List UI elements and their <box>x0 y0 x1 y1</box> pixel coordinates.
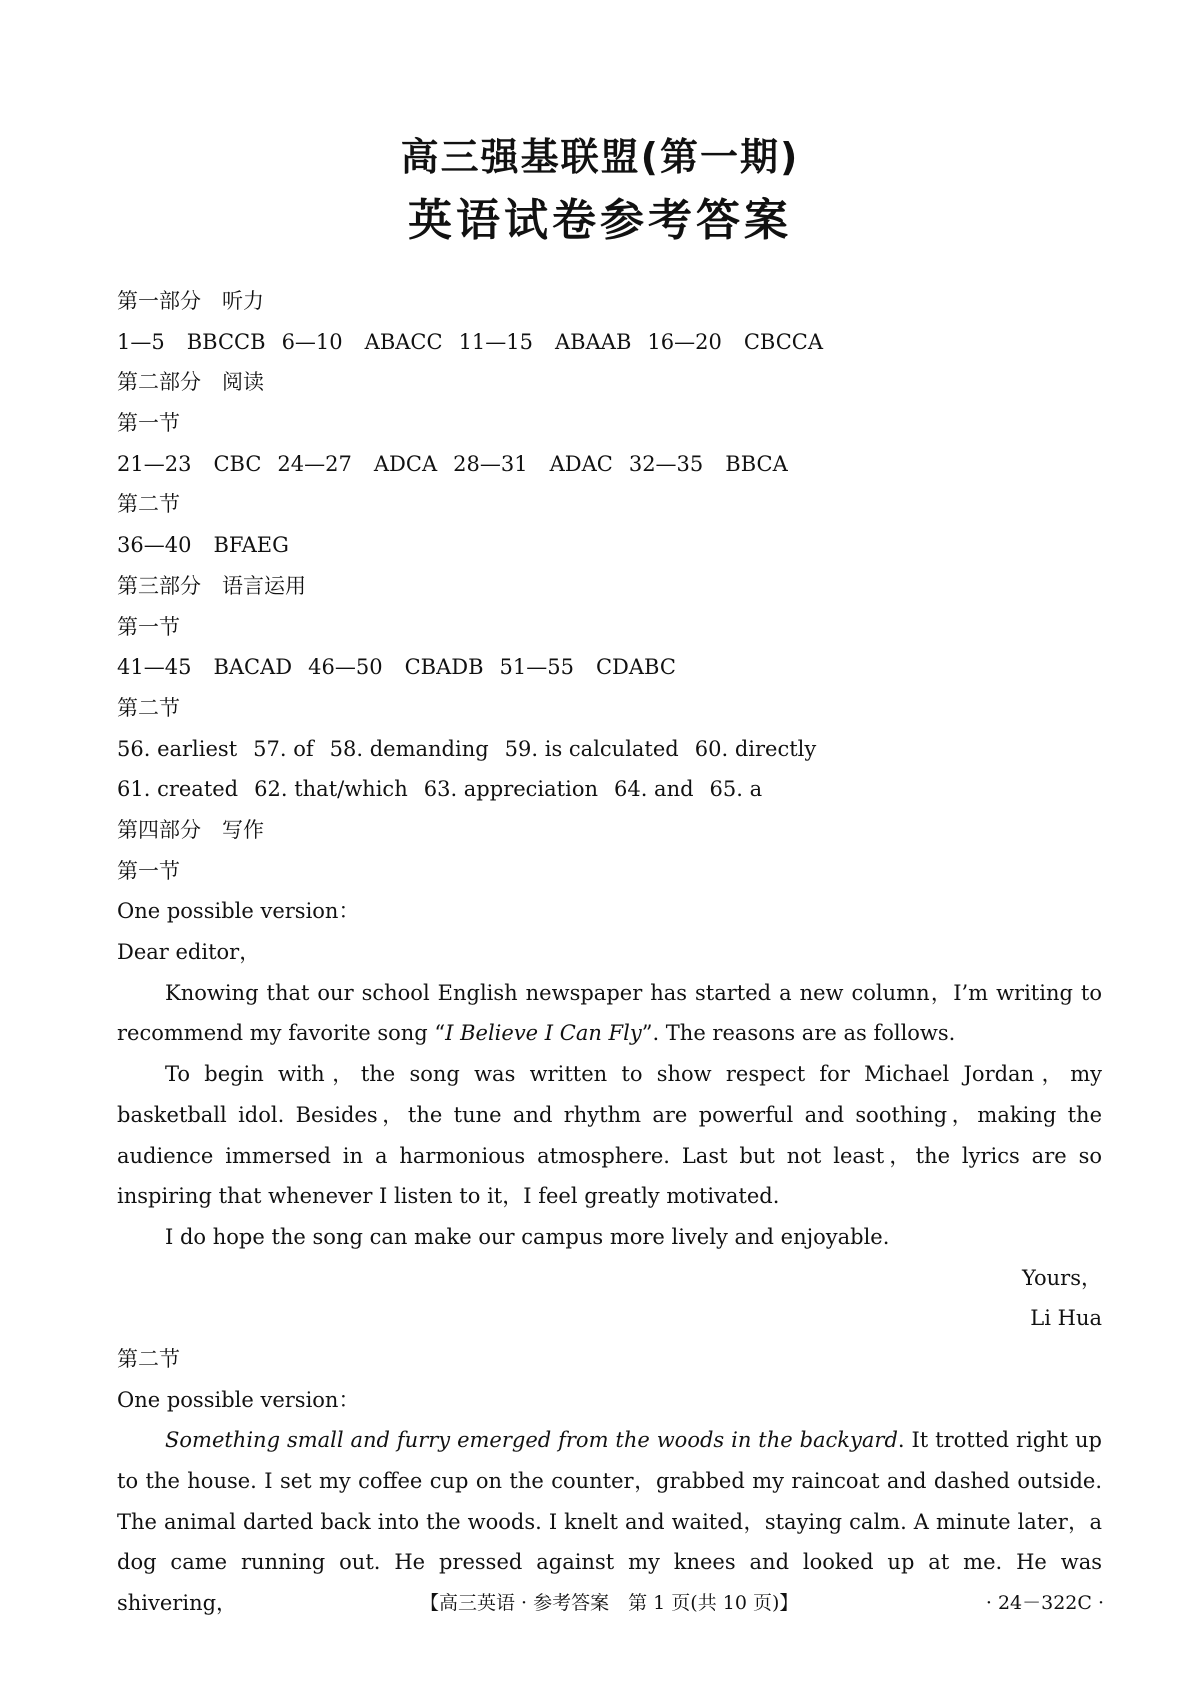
part3-heading: 第三部分 语言运用 <box>117 573 306 598</box>
letter-text: ”. The reasons are as follows. <box>641 1021 956 1046</box>
answer-key: BACAD <box>213 655 293 680</box>
part2-section1-answers <box>117 444 1102 485</box>
answer-key: BBCA <box>725 451 788 476</box>
answer-key: ABACC <box>364 329 443 354</box>
answer-key: CDABC <box>595 655 676 680</box>
part3-section2-row2 <box>117 769 1102 810</box>
part2-heading: 第二部分 阅读 <box>117 370 264 395</box>
answer-key: CBC <box>213 451 262 476</box>
answer-range: 21—23 <box>117 451 192 476</box>
story-opening: Something small and furry emerged from the woods in the backyard <box>165 1428 898 1453</box>
part3-section2-heading: 第二节 <box>117 695 180 720</box>
letter-salutation: Dear editor， <box>117 940 261 964</box>
answer-key: BFAEG <box>213 533 289 558</box>
answer-key: ABAAB <box>555 329 632 354</box>
page-subtitle: 英语试卷参考答案 <box>408 195 792 246</box>
answer-key: CBCCA <box>743 329 824 354</box>
sample-intro: One possible version： <box>117 899 360 924</box>
footer-page-info: 【高三英语 · 参考答案 第 1 页(共 10 页)】 <box>420 1592 799 1614</box>
letter-paragraph-2: To begin with，the song was written to show respect for Michael Jordan，my basketball idol. Besides，the tune and rhythm are powerful and soothing，making the audience immersed in a harmonious atmosphere. Last but not least，the lyrics are so inspiring that whenever I listen to it，I feel greatly motivated. <box>117 1062 1102 1209</box>
answer-range: 16—20 <box>647 329 722 354</box>
song-title: I Believe I Can Fly <box>445 1021 642 1046</box>
answer-range: 11—15 <box>458 329 534 354</box>
part1-answers <box>117 322 1102 363</box>
fill-answer: 62. that/which <box>254 777 408 802</box>
part2-section2-answers <box>117 525 1102 566</box>
answer-range: 24—27 <box>277 451 352 476</box>
footer-code: · 24－322C · <box>985 1592 1104 1614</box>
fill-answer: 57. of <box>253 736 314 761</box>
part2-section2-heading: 第二节 <box>117 492 180 517</box>
answer-range: 36—40 <box>117 533 192 558</box>
answer-key: CBADB <box>404 655 484 680</box>
story-text: . It trotted right up to the house. I set my coffee cup on the counter，grabbed my raincoat and dashed outside. The animal darted back into the woods. I knelt and waited，staying calm. A minute later，a dog came running out. He pressed against my knees and looked up at me. He was shivering， <box>117 1428 1102 1616</box>
answer-range: 28—31 <box>453 451 528 476</box>
part4-section2-heading: 第二节 <box>117 1346 180 1371</box>
part4-section1-heading: 第一节 <box>117 858 180 883</box>
fill-answer: 59. is calculated <box>504 736 679 761</box>
part3-section2-row1 <box>117 729 1102 770</box>
answer-range: 6—10 <box>281 329 343 354</box>
part2-section1-heading: 第一节 <box>117 411 180 436</box>
part4-heading: 第四部分 写作 <box>117 817 264 842</box>
fill-answer: 56. earliest <box>117 736 238 761</box>
fill-answer: 65. a <box>709 777 763 802</box>
answer-range: 46—50 <box>308 655 383 680</box>
answer-range: 32—35 <box>628 451 704 476</box>
page-title: 高三强基联盟(第一期) <box>400 135 800 179</box>
fill-answer: 61. created <box>117 777 239 802</box>
document-body <box>117 281 1102 1624</box>
fill-answer: 58. demanding <box>329 736 489 761</box>
fill-answer: 64. and <box>613 777 694 802</box>
letter-text: Knowing that our school English newspaper has started a new column，I’m writing to recommend my favorite song “ <box>117 980 1102 1046</box>
fill-answer: 60. directly <box>694 736 817 761</box>
letter-paragraph-3: I do hope the song can make our campus more lively and enjoyable. <box>165 1224 890 1249</box>
answer-key: BBCCB <box>186 329 266 354</box>
answer-range: 41—45 <box>117 655 192 680</box>
answer-range: 1—5 <box>117 329 165 354</box>
sample-intro: One possible version： <box>117 1387 360 1412</box>
fill-answer: 63. appreciation <box>423 777 598 802</box>
answer-range: 51—55 <box>499 655 574 680</box>
part3-section1-heading: 第一节 <box>117 614 180 639</box>
letter-paragraph-1 <box>117 973 1102 1054</box>
answer-key: ADCA <box>373 451 438 476</box>
letter-signature: Li Hua <box>1030 1306 1102 1331</box>
part3-section1-answers <box>117 647 1102 688</box>
letter-closing: Yours， <box>1021 1265 1102 1290</box>
part1-heading: 第一部分 听力 <box>117 289 264 313</box>
answer-key: ADAC <box>549 451 613 476</box>
